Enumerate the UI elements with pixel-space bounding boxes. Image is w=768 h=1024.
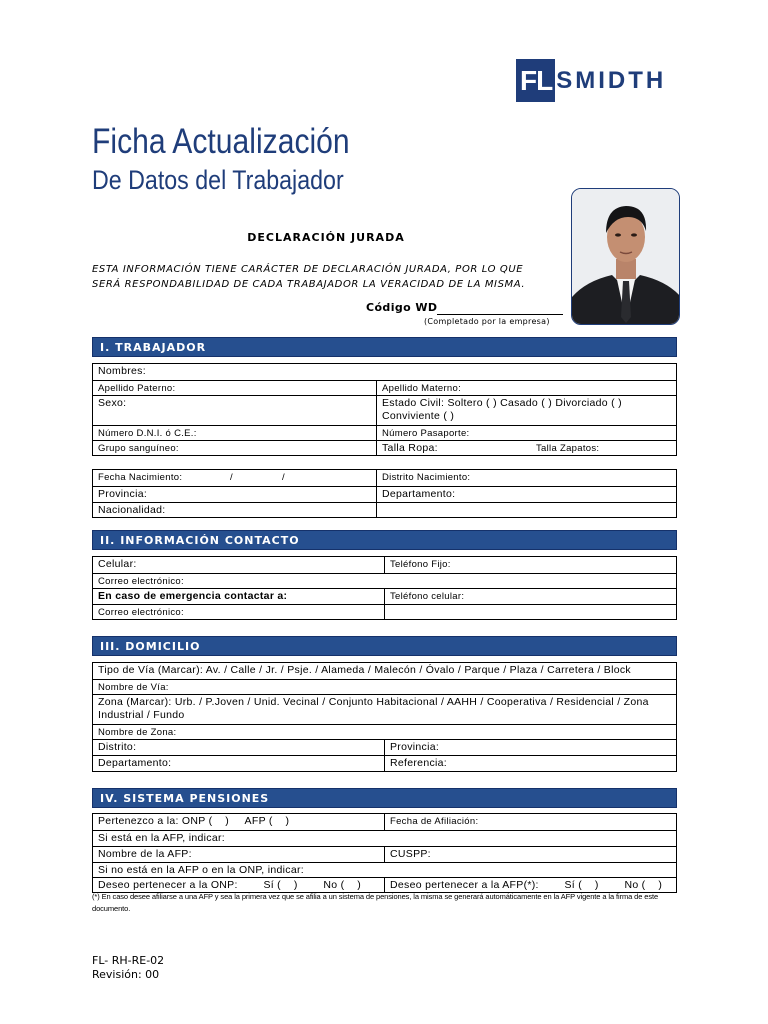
table-row xyxy=(93,755,676,771)
document-code xyxy=(92,954,164,982)
distrito-field[interactable]: Distrito: xyxy=(98,741,137,753)
pertenezco-field[interactable]: Pertenezco a la: ONP ( ) AFP ( ) xyxy=(98,815,290,827)
table-row xyxy=(93,663,676,679)
nombres-field[interactable]: Nombres: xyxy=(98,365,146,377)
table-row xyxy=(93,425,676,440)
table-row xyxy=(93,380,676,395)
declaracion-heading: DECLARACIÓN JURADA xyxy=(247,231,405,244)
table-row xyxy=(93,486,676,502)
revision: Revisión: 00 xyxy=(92,968,160,981)
fecha-separator: / xyxy=(282,472,285,483)
table-row xyxy=(93,502,676,517)
logo-smidth-text: SMIDTH xyxy=(556,67,667,94)
nombre-via-field[interactable]: Nombre de Vía: xyxy=(98,682,169,693)
referencia-field[interactable]: Referencia: xyxy=(384,756,676,771)
fecha-separator: / xyxy=(230,472,233,483)
nacionalidad-field[interactable]: Nacionalidad: xyxy=(98,504,166,516)
telefono-fijo-field[interactable]: Teléfono Fijo: xyxy=(384,557,676,573)
apellido-paterno-field[interactable]: Apellido Paterno: xyxy=(98,383,176,394)
grupo-sanguineo-field[interactable]: Grupo sanguíneo: xyxy=(98,443,179,454)
empty-cell[interactable] xyxy=(376,503,676,517)
fecha-nacimiento-field[interactable] xyxy=(93,470,376,486)
cuspp-field[interactable]: CUSPP: xyxy=(384,847,676,862)
footnote: (*) En caso desee afiliarse a una AFP y sea la primera vez que se afilia a un sistema de pensiones, la misma se generará automáticamente en la AFP vigente a la firma de este documento. xyxy=(92,892,659,913)
logo-fl-mark: FL xyxy=(516,59,555,102)
table-row xyxy=(93,440,676,455)
nombre-zona-field[interactable]: Nombre de Zona: xyxy=(98,727,177,738)
deseo-afp-field[interactable]: Deseo pertenecer a la AFP(*): Sí ( ) No ( ) xyxy=(384,878,676,892)
pensiones-table xyxy=(92,813,677,893)
fecha-afiliacion-field[interactable]: Fecha de Afiliación: xyxy=(384,814,676,830)
estado-civil-line-2: Conviviente ( ) xyxy=(382,410,455,422)
table-row xyxy=(93,604,676,619)
table-row xyxy=(93,364,676,380)
talla-ropa-field[interactable]: Talla Ropa: xyxy=(376,441,531,455)
table-row xyxy=(93,679,676,694)
si-no-afp-field[interactable]: Si no está en la AFP o en la ONP, indicar: xyxy=(98,864,304,876)
zona-field[interactable]: Zona (Marcar): Urb. / P.Joven / Unid. Vecinal / Conjunto Habitacional / AAHH / Cooperativa / Residencial / Zona Industrial / Fundo xyxy=(98,696,649,721)
nacimiento-table xyxy=(92,469,677,518)
departamento-field[interactable]: Departamento: xyxy=(376,487,676,502)
flsmidth-logo xyxy=(516,59,666,102)
fecha-nacimiento-label: Fecha Nacimiento: xyxy=(98,472,183,483)
table-row xyxy=(93,877,676,892)
section-trabajador-header: I. TRABAJADOR xyxy=(92,337,677,357)
declaracion-line-1: ESTA INFORMACIÓN TIENE CARÁCTER DE DECLARACIÓN JURADA, POR LO QUE xyxy=(92,264,524,275)
codigo-wd-label: Código WD xyxy=(366,301,438,314)
codigo-wd-field[interactable] xyxy=(437,314,563,315)
distrito-nacimiento-field[interactable]: Distrito Nacimiento: xyxy=(376,470,676,486)
table-row xyxy=(93,395,676,425)
estado-civil-line-1: Estado Civil: Soltero ( ) Casado ( ) Divorciado ( ) xyxy=(382,397,622,409)
table-row xyxy=(93,557,676,573)
sexo-field[interactable]: Sexo: xyxy=(98,397,127,409)
celular-field[interactable]: Celular: xyxy=(98,558,137,570)
telefono-celular-field[interactable]: Teléfono celular: xyxy=(384,589,676,604)
declaracion-text xyxy=(92,262,567,292)
estado-civil-field[interactable] xyxy=(376,396,676,425)
table-row xyxy=(93,573,676,588)
table-row xyxy=(93,739,676,755)
table-row xyxy=(93,694,676,724)
provincia-domicilio-field[interactable]: Provincia: xyxy=(384,740,676,755)
codigo-wd-note: (Completado por la empresa) xyxy=(424,317,550,326)
page-title: Ficha Actualización xyxy=(92,122,350,161)
table-row xyxy=(93,814,676,830)
contacto-table xyxy=(92,556,677,620)
correo-emergencia-field[interactable]: Correo electrónico: xyxy=(98,607,184,618)
empty-cell[interactable] xyxy=(384,605,676,619)
table-row xyxy=(93,470,676,486)
talla-zapatos-field[interactable]: Talla Zapatos: xyxy=(536,443,600,454)
tipo-via-field[interactable]: Tipo de Vía (Marcar): Av. / Calle / Jr. / Psje. / Alameda / Malecón / Óvalo / Parque / Plaza / Carretera / Block xyxy=(98,664,631,676)
emergencia-contacto-field[interactable]: En caso de emergencia contactar a: xyxy=(98,590,288,602)
table-row xyxy=(93,724,676,739)
page-subtitle: De Datos del Trabajador xyxy=(92,165,344,195)
trabajador-table xyxy=(92,363,677,456)
deseo-onp-field[interactable]: Deseo pertenecer a la ONP: Sí ( ) No ( ) xyxy=(98,879,362,891)
si-afp-field[interactable]: Si está en la AFP, indicar: xyxy=(98,832,225,844)
table-row xyxy=(93,830,676,846)
provincia-field[interactable]: Provincia: xyxy=(98,488,148,500)
table-row xyxy=(93,846,676,862)
table-row xyxy=(93,588,676,604)
domicilio-table xyxy=(92,662,677,772)
form-code: FL- RH-RE-02 xyxy=(92,954,165,967)
correo-field[interactable]: Correo electrónico: xyxy=(98,576,184,587)
apellido-materno-field[interactable]: Apellido Materno: xyxy=(376,381,676,395)
table-row xyxy=(93,862,676,877)
declaracion-line-2: SERÁ RESPONDABILIDAD DE CADA TRABAJADOR LA VERACIDAD DE LA MISMA. xyxy=(92,279,526,290)
dni-field[interactable]: Número D.N.I. ó C.E.: xyxy=(98,428,197,439)
departamento-domicilio-field[interactable]: Departamento: xyxy=(98,757,172,769)
section-pensiones-header: IV. SISTEMA PENSIONES xyxy=(92,788,677,808)
nombre-afp-field[interactable]: Nombre de la AFP: xyxy=(98,848,192,860)
pasaporte-field[interactable]: Número Pasaporte: xyxy=(376,426,676,440)
section-contacto-header: II. INFORMACIÓN CONTACTO xyxy=(92,530,677,550)
section-domicilio-header: III. DOMICILIO xyxy=(92,636,677,656)
employee-photo xyxy=(571,188,680,325)
